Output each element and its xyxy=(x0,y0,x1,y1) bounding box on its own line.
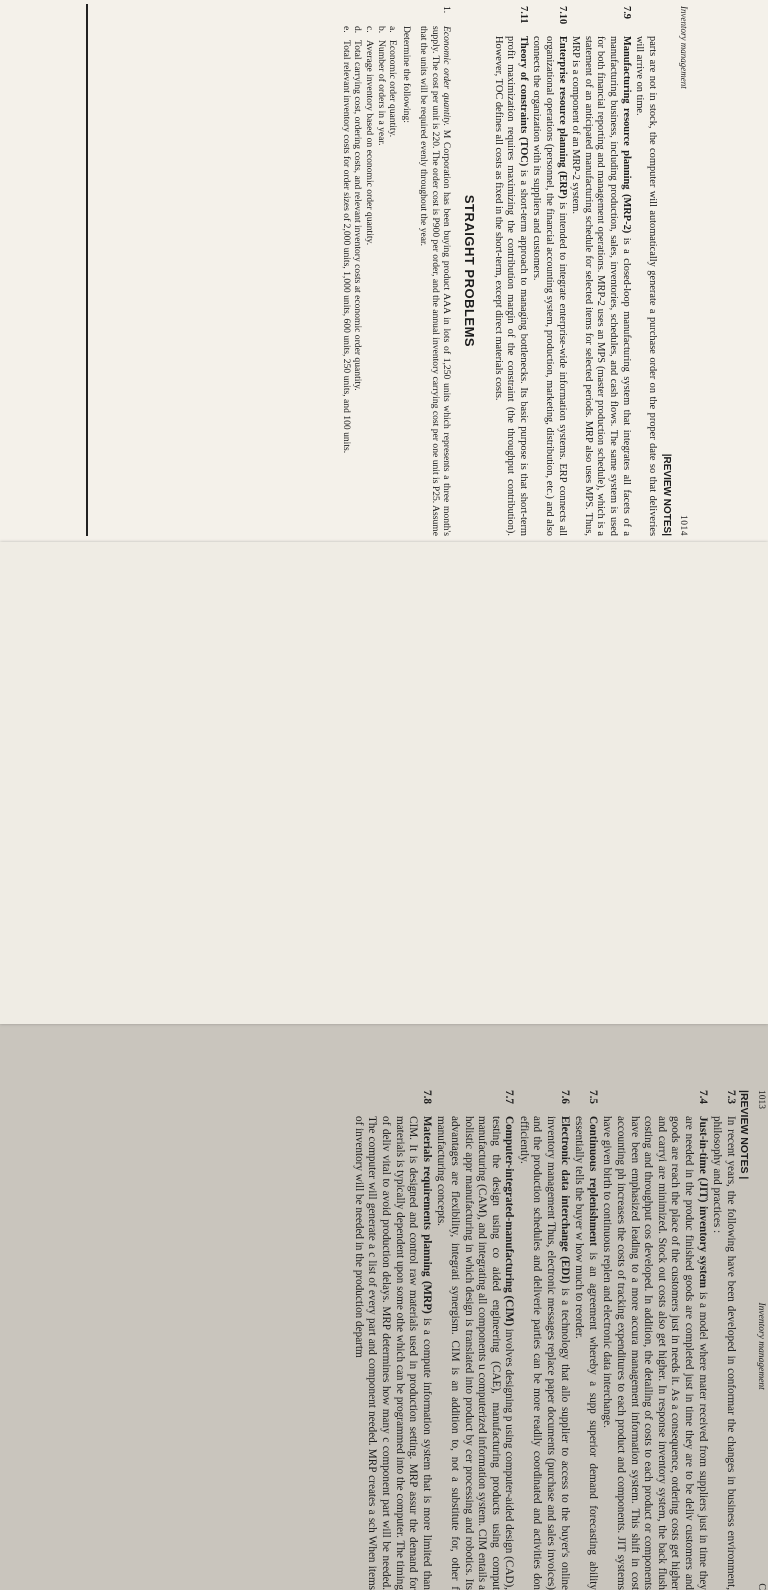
top-page-content xyxy=(90,6,690,536)
note-term: Manufacturing resource planning (MRP-2) xyxy=(620,36,632,234)
page-number: 1014 xyxy=(678,515,688,536)
note-term: Enterprise resource planning (ERP) xyxy=(556,36,568,199)
note-number: 7.4 xyxy=(696,1090,709,1104)
note-item xyxy=(434,1090,516,1590)
bottom-page-header xyxy=(753,1090,768,1590)
bottom-page xyxy=(0,542,768,1590)
problem-lead: Economic order quantity. xyxy=(441,26,453,127)
note-text: Manufacturing resource planning (MRP-2) is a closed-loop manufacturing system that integrates all facets of a manufacturing business, including production, sales, inventories, schedules, and cash flows. The same system is used for both financial reporting and management operations. MRP-2 uses an MPS (master production schedule), which is a statement of an anticipated manufacturing schedule for selected items for selected periods. MRP also uses MPS. Thus, MRP is a component of an MRP-2 system. xyxy=(570,36,632,537)
bottom-page-content xyxy=(78,1090,768,1590)
note-text: Enterprise resource planning (ERP) is intended to integrate enterprise-wide information systems. ERP connects all organizational operations (personnel, the financial accounting system, production, marketing, distribution, etc.) and also connects the organization with its suppliers and customers. xyxy=(531,36,568,536)
note-term: Continuous replenishment xyxy=(586,1116,599,1246)
page-edge-rule xyxy=(86,4,88,536)
note-term: Just-in-time (JIT) inventory system xyxy=(696,1116,709,1289)
note-text: Materials requirements planning (MRP) is a compute information system that is more limited than CIM. It is designed and control raw materials used in production setting. MRP assur the demand for materials is typically dependent upon some othe which can be programmed into the computer. The timing of deliv vital to avoid production delays. MRP determines how many c component part will be needed. The computer will generate a c list of every part and component needed. MRP creates a sch When items of inventory will be needed in the production departm xyxy=(352,1116,433,1590)
problem-number: 1. xyxy=(441,6,453,14)
note-term: Materials requirements planning (MRP) xyxy=(420,1116,433,1314)
note-item xyxy=(569,6,632,536)
note-item xyxy=(572,1090,599,1590)
edge-letter: C xyxy=(756,1583,767,1590)
note-number: 7.5 xyxy=(586,1090,599,1104)
page-number: 1013 xyxy=(756,1090,766,1109)
note-number: 7.7 xyxy=(503,1090,516,1104)
problem-options xyxy=(340,26,398,536)
determine-label: Determine the following: xyxy=(400,26,412,123)
note-text: Electronic data interchange (EDI) is a technology that allo supplier to access to the buyer's online inventory management Thus, electronic messages replace paper documents (purchase and sales invoices) and the production schedules and deliverie parties can be more readily coordinated and activities don efficiently. xyxy=(517,1116,571,1590)
section-title: STRAIGHT PROBLEMS xyxy=(462,194,478,348)
problem-text: Economic order quantity. M Corporation has been buying product AAA in lots of 1,250 units which represents a three month's supply. The cost per unit is 220. The order cost is P900 per order, and the annual inventory carrying cost per one unit is P25. Assume that the units will be required evenly throughout the year. xyxy=(418,26,453,536)
top-page xyxy=(0,0,768,542)
note-number: 7.9 xyxy=(620,6,632,19)
note-text: Continuous replenishment is an agreement whereby a supp superior demand forecasting ability essentially tells the buyer w how much to reorder. xyxy=(573,1116,599,1590)
note-item xyxy=(600,1090,709,1590)
note-number: 7.10 xyxy=(556,6,568,25)
note-text: Just-in-time (JIT) inventory system is a model where mater received from suppliers just in time they are needed in the produc finished goods are completed just in time they are to be deliv customers and goods are reach the place of the customers just in needs it. As a consequence, ordering costs get higher and carryi are minimized. Stock out costs also get higher. In response inventory system, the back flush costing and throughput cos developed. In addition, the detailing of costs to each product or components have been emphasized leading to a more accura management information system. This shift in cost accounting ph increases the costs of tracking expenditures to each product and components. JIT systems have given birth to continuous replen and electronic data interchange. xyxy=(601,1116,709,1590)
option-item: b. Number of orders in a year. xyxy=(375,26,387,146)
option-item: c. Average inventory based on economic order quantity. xyxy=(363,26,375,246)
note-text: In recent years, the following have been developed in conformar the changes in business environment, philosophy and practices : xyxy=(711,1116,737,1590)
running-head: Inventory management xyxy=(756,1302,766,1390)
note-number: 7.8 xyxy=(420,1090,433,1104)
note-term: Electronic data interchange (EDI) xyxy=(558,1116,571,1284)
note-item xyxy=(351,1090,433,1590)
note-number: 7.6 xyxy=(558,1090,571,1104)
note-number: 7.11 xyxy=(517,6,529,24)
note-term: Computer-integrated-manufacturing (CIM) xyxy=(503,1116,516,1326)
note-number: 7.3 xyxy=(724,1090,737,1104)
note-item xyxy=(516,1090,570,1590)
note-term: Theory of constraints (TOC) xyxy=(517,36,529,167)
note-text: Theory of constraints (TOC) is a short-term approach to managing bottlenecks. Its basic purpose is that short-term profit maximization requires maximizing the contribution margin of the constraint (the throughput contribution). However, TOC defines all costs as fixed in the short-term, except direct materials costs. xyxy=(492,36,529,536)
running-head: Inventory management xyxy=(679,6,689,89)
note-item xyxy=(710,1090,737,1590)
continued-paragraph: parts are not in stock, the computer will automatically generate a purchase order on the proper date so that deliveries will arrive on time. xyxy=(634,36,658,536)
top-page-header xyxy=(676,6,690,536)
note-item xyxy=(530,6,568,536)
option-item: e. Total relevant inventory costs for order sizes of 2,000 units, 1,000 units, 600 units, 250 units, and 100 units. xyxy=(340,26,352,454)
note-text: Computer-integrated-manufacturing (CIM) involves designing p using computer-aided design (CAD), testing the design using co aided engineering (CAE), manufacturing products using comput manufacturing (CAM), and integrating all components u computerized information system. CIM entails a holistic appr manufacturing in which design is translated into product by cer processing and robotics. Its advantages are flexibility, integrati synergism. CIM is an addition to, not a substitute for, other f manufacturing concepts. xyxy=(435,1116,516,1590)
option-item: d. Total carrying cost, ordering costs, and relevant inventory costs at economic order quantity. xyxy=(352,26,364,391)
review-notes-tag: |REVIEW NOTES| xyxy=(661,453,673,536)
option-item: a. Economic order quantity. xyxy=(387,26,399,138)
note-item xyxy=(491,6,529,536)
problem-item xyxy=(418,6,453,536)
review-notes-tag: |REVIEW NOTES | xyxy=(738,1090,751,1180)
